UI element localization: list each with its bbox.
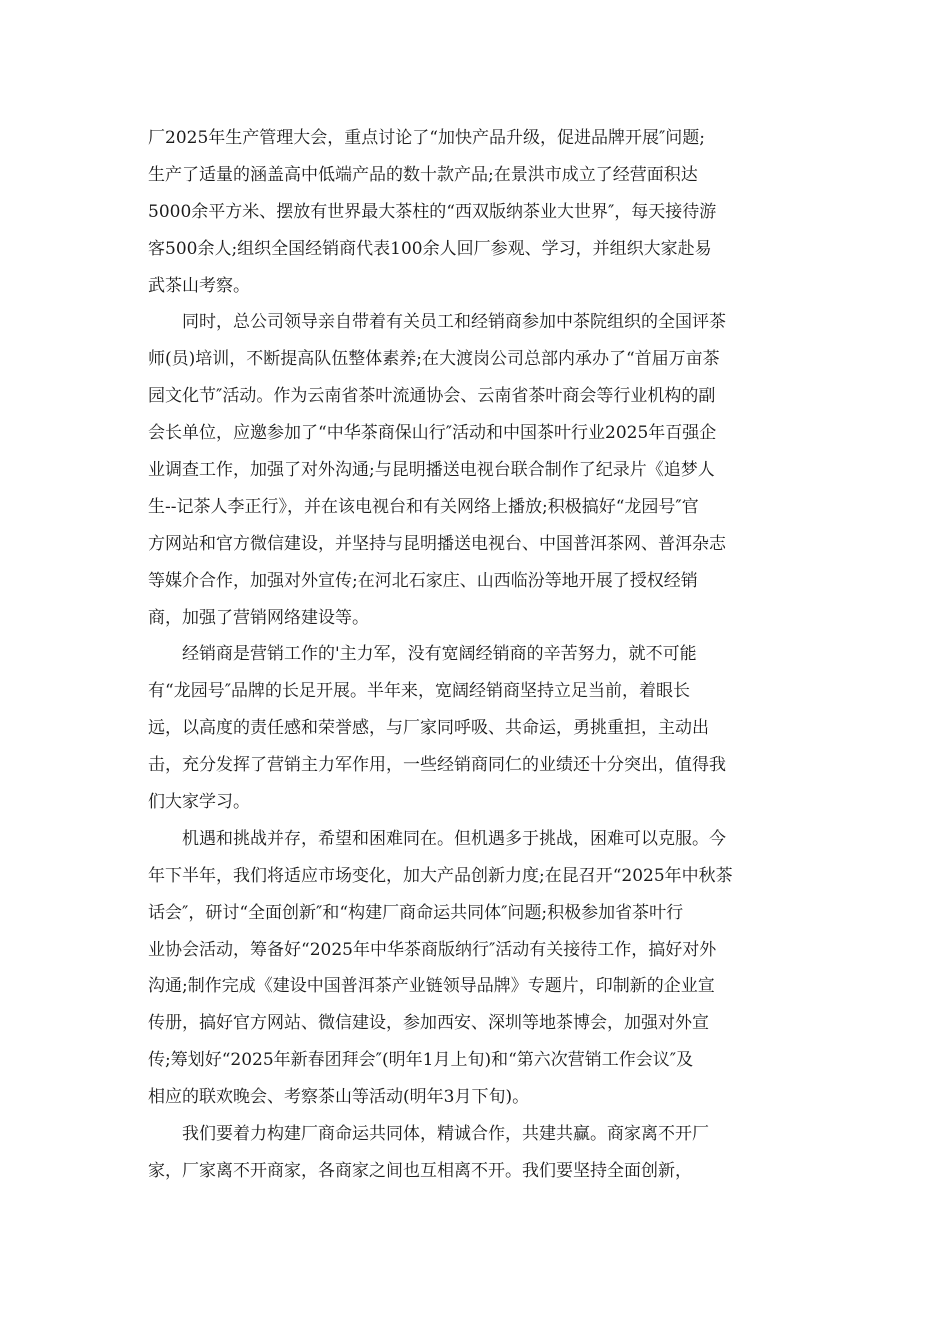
text-line: 我们要着力构建厂商命运共同体，精诚合作，共建共赢。商家离不开厂: [182, 1124, 709, 1145]
text-line: 5000余平方米、摆放有世界最大茶柱的“西双版纳茶业大世界″，每天接待游: [148, 201, 717, 222]
text-line: 机遇和挑战并存，希望和困难同在。但机遇多于挑战，困难可以克服。今: [182, 828, 726, 849]
text-line: 商，加强了营销网络建设等。: [148, 607, 369, 628]
text-line: 远，以高度的责任感和荣誉感，与厂家同呼吸、共命运，勇挑重担，主动出: [148, 718, 709, 739]
text-line: 话会″，研讨“全面创新″和“构建厂商命运共同体″问题;积极参加省茶叶行: [148, 902, 684, 923]
paragraph-5: [148, 1116, 808, 1190]
text-line: 生产了适量的涵盖高中低端产品的数十款产品;在景洪市成立了经营面积达: [148, 164, 698, 185]
text-line: 业协会活动，筹备好“2025年中华茶商版纳行″活动有关接待工作，搞好对外: [148, 939, 717, 960]
text-line: 客500余人;组织全国经销商代表100余人回厂参观、学习，并组织大家赴易: [148, 238, 712, 259]
paragraph-4: [148, 821, 808, 1116]
text-line: 方网站和官方微信建设，并坚持与昆明播送电视台、中国普洱茶网、普洱杂志: [148, 533, 726, 554]
paragraph-1: [148, 120, 808, 304]
text-line: 相应的联欢晚会、考察茶山等活动(明年3月下旬)。: [148, 1087, 530, 1108]
text-line: 们大家学习。: [148, 792, 250, 813]
text-line: 击，充分发挥了营销主力军作用，一些经销商同仁的业绩还十分突出，值得我: [148, 755, 726, 776]
text-line: 年下半年，我们将适应市场变化，加大产品创新力度;在昆召开“2025年中秋茶: [148, 865, 733, 886]
text-line: 等媒介合作，加强对外宣传;在河北石家庄、山西临汾等地开展了授权经销: [148, 570, 698, 591]
text-line: 同时，总公司领导亲自带着有关员工和经销商参加中茶院组织的全国评茶: [182, 312, 726, 333]
text-line: 传;筹划好“2025年新春团拜会″(明年1月上旬)和“第六次营销工作会议″及: [148, 1050, 694, 1071]
text-line: 会长单位，应邀参加了“中华茶商保山行″活动和中国茶叶行业2025年百强企: [148, 423, 717, 444]
text-line: 厂2025年生产管理大会，重点讨论了“加快产品升级，促进品牌开展″问题;: [148, 128, 706, 148]
text-line: 师(员)培训，不断提高队伍整体素养;在大渡岗公司总部内承办了“首届万亩茶: [148, 349, 720, 370]
text-line: 沟通;制作完成《建设中国普洱茶产业链领导品牌》专题片，印制新的企业宣: [148, 976, 715, 997]
paragraph-3: [148, 636, 808, 820]
text-line: 业调查工作，加强了对外沟通;与昆明播送电视台联合制作了纪录片《追梦人: [148, 460, 715, 481]
paragraph-2: [148, 304, 808, 636]
text-line: 有“龙园号″品牌的长足开展。半年来，宽阔经销商坚持立足当前，着眼长: [148, 681, 691, 702]
text-line: 传册，搞好官方网站、微信建设，参加西安、深圳等地茶博会，加强对外宣: [148, 1013, 709, 1034]
text-line: 经销商是营销工作的'主力军，没有宽阔经销商的辛苦努力，就不可能: [182, 644, 697, 665]
text-line: 生--记茶人李正行》，并在该电视台和有关网络上播放;积极搞好“龙园号″官: [148, 496, 699, 517]
text-line: 园文化节″活动。作为云南省茶叶流通协会、云南省茶叶商会等行业机构的副: [148, 386, 716, 407]
document-body: [148, 120, 808, 1190]
text-line: 武茶山考察。: [148, 275, 250, 296]
text-line: 家，厂家离不开商家，各商家之间也互相离不开。我们要坚持全面创新，: [148, 1160, 692, 1181]
